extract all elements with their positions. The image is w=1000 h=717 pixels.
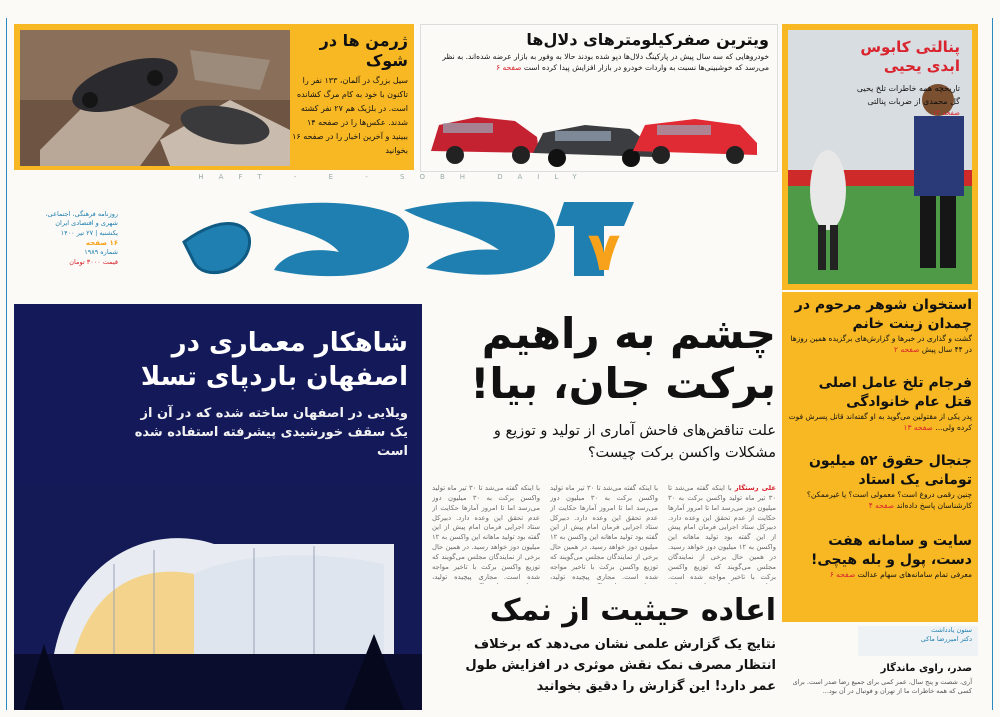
frame-line-left — [6, 18, 7, 710]
penalty-teaser[interactable] — [782, 24, 978, 290]
cars-teaser-ref: صفحه ۶ — [496, 62, 522, 72]
lead-title-line1: چشم به راهیم — [481, 309, 776, 358]
right-item-0-text: گشت و گذاری در خبرها و گزارش‌های برگزیده همین روزها در ۴۴ سال پیش — [790, 334, 972, 354]
tesla-title: شاهکار معماری در اصفهان باردپای تسلا — [140, 328, 408, 392]
masthead-info-0: روزنامه فرهنگی، اجتماعی، — [45, 210, 118, 218]
masthead-info-4: شماره ۱۹۸۹ — [84, 248, 118, 257]
masthead-info-2: یکشنبه | ۲۷ تیر ۱۴۰۰ — [60, 228, 118, 237]
germany-teaser-text: سیل بزرگ در آلمان، ۱۳۳ نفر را تاکنون با خود به کام مرگ کشانده است. در بلژیک هم ۲۷ نفر کشته شدند. عکس‌ها را در صفحه ۱۴ ببینید و آخرین اخبار را در صفحه ۱۶ بخوانید — [292, 76, 408, 155]
salt-story[interactable] — [430, 588, 776, 710]
cars-teaser-title: ویترین صفرکیلومترهای دلال‌ها — [526, 30, 769, 49]
lead-body-col2: با اینکه گفته می‌شد تا ۳۰ تیر ماه تولید واکسن برکت به ۳۰ میلیون دوز می‌رسد اما تا امروز آمارها حکایت از عدم تحقق این وعده دارد. دبیرکل ستاد اجرایی فرمان امام پیش از این گفته بود تولید ماهانه این واکسن به ۱۲ میلیون دوز خواهد رسید. در همین حال برخی از نمایندگان مجلس می‌گویند که توزیع واکسن برکت با تاخیر مواجه شده است. مجاری پیچیده تولید، — [550, 484, 658, 581]
lead-body-col3: با اینکه گفته می‌شد تا ۳۰ تیر ماه تولید واکسن برکت به ۳۰ میلیون دوز می‌رسد اما تا امروز آمارها حکایت از عدم تحقق این وعده دارد. دبیرکل ستاد اجرایی فرمان امام پیش از این گفته بود تولید ماهانه این واکسن به ۱۲ میلیون دوز خواهد رسید. در همین حال برخی از نمایندگان مجلس می‌گویند که توزیع واکسن برکت با تاخیر مواجه شده است. مجاری پیچیده تولید، — [432, 484, 540, 581]
lead-author: علی رستگار — [734, 484, 776, 492]
cars-teaser-text: خودروهایی که سه سال پیش در پارکینگ دلال‌ها دپو شده بودند حالا به وفور به بازار عرضه شده‌اند. به نظر می‌رسد که خوشبینی‌ها نسبت به واردات خودرو در بازار افزایش پیدا کرده است — [442, 52, 769, 72]
germany-teaser[interactable] — [14, 24, 414, 170]
penalty-teaser-text: تاریخچه همه خاطرات تلخ یحیی گل محمدی از ضربات پنالتی — [856, 84, 960, 106]
right-item-1[interactable] — [788, 374, 972, 434]
masthead-info-5: قیمت ۳۰۰۰ تومان — [69, 257, 118, 266]
right-item-0[interactable] — [788, 296, 972, 356]
flood-photo-icon — [20, 30, 290, 166]
salt-title: اعاده حیثیت از نمک — [489, 593, 776, 628]
right-item-2[interactable] — [788, 452, 972, 512]
right-item-3-title: سایت و سامانه هفت دست، پول و بله هیچی! — [811, 533, 972, 568]
lead-body-col1: با اینکه گفته می‌شد تا ۳۰ تیر ماه تولید واکسن برکت به ۳۰ میلیون دوز می‌رسد اما تا امروز آمارها حکایت از عدم تحقق این وعده دارد. دبیرکل ستاد اجرایی فرمان امام پیش از این گفته بود تولید ماهانه این واکسن به ۱۲ میلیون دوز خواهد رسید. در همین حال برخی از نمایندگان مجلس می‌گویند که توزیع واکسن برکت با تاخیر مواجه شده است. — [668, 484, 776, 581]
lead-subtitle: علت تناقض‌های فاحش آماری از تولید و توزیع و مشکلات واکسن برکت چیست؟ — [493, 423, 776, 461]
penalty-teaser-ref: صفحه ۱۲ — [932, 109, 960, 117]
germany-teaser-title: ژرمن ها در شوک — [319, 31, 408, 70]
tesla-text: ویلایی در اصفهان ساخته شده که در آن از یک سقف خورشیدی پیشرفته استفاده شده است — [134, 406, 408, 459]
right-item-2-title: جنجال حقوق ۵۲ میلیون تومانی یک استاد — [808, 453, 972, 488]
note-text: آری، شصت و پنج سال، عمر کمی برای جمیع رضا صدر است. برای کسی که همه خاطرات ما از تهران و فوتبال در آن بود... — [792, 678, 972, 696]
tesla-panel[interactable] — [14, 304, 422, 710]
masthead-info-3: ۱۶ صفحه — [85, 239, 118, 248]
masthead — [14, 186, 776, 300]
masthead-info — [18, 210, 118, 267]
column-author: دکتر امیررضا ماکی — [920, 635, 972, 644]
right-column — [782, 292, 978, 622]
frame-line-right — [992, 18, 993, 710]
masthead-number: ۷ — [587, 220, 621, 283]
right-item-2-ref: صفحه ۴ — [868, 500, 895, 510]
masthead-info-1: شهری و اقتصادی ایران — [55, 219, 118, 228]
column-note[interactable] — [782, 626, 978, 710]
cars-teaser[interactable] — [420, 24, 778, 172]
right-item-0-ref: صفحه ۲ — [894, 344, 920, 354]
right-item-3[interactable] — [788, 532, 972, 581]
greenhouse-photo-icon — [14, 484, 422, 710]
right-item-1-text: پدر یکی از مقتولین می‌گوید به او گفته‌اند قاتل پسرش فوت کرده ولی... — [788, 412, 972, 432]
right-item-3-ref: صفحه ۶ — [829, 570, 856, 579]
right-item-0-title: استخوان شوهر مرحوم در چمدان زینت خانم — [794, 297, 972, 332]
car-photo-icon — [425, 103, 761, 169]
right-item-1-title: فرجام تلخ عامل اصلی قتل عام خانوادگی — [818, 375, 972, 410]
salt-text: نتایج یک گزارش علمی نشان می‌دهد که برخلاف انتظار مصرف نمک نقش موثری در افزایش طول عمر دارد! این گزارش را دقیق بخوانید — [465, 637, 776, 694]
right-item-1-ref: صفحه ۱۳ — [903, 422, 933, 432]
penalty-teaser-title: پنالتی کابوس ابدی یحیی — [860, 38, 960, 75]
right-item-3-text: معرفی تمام سامانه‌های سهام عدالت — [857, 570, 972, 579]
masthead-name — [314, 272, 414, 273]
masthead-rail: HAFT - E - SOBH DAILY — [198, 173, 592, 181]
lead-story[interactable] — [430, 302, 776, 586]
right-item-2-text: چنین رقمی دروغ است؟ معمولی است؟ یا غیرممکن؟ کارشناسان پاسخ داده‌اند — [806, 490, 972, 510]
lead-title-line2: برکت جان، بیا! — [470, 359, 776, 408]
masthead-logo — [164, 192, 644, 296]
column-label: ستون یادداشت — [931, 626, 972, 634]
note-title: صدر، راوی ماندگار — [880, 663, 972, 674]
